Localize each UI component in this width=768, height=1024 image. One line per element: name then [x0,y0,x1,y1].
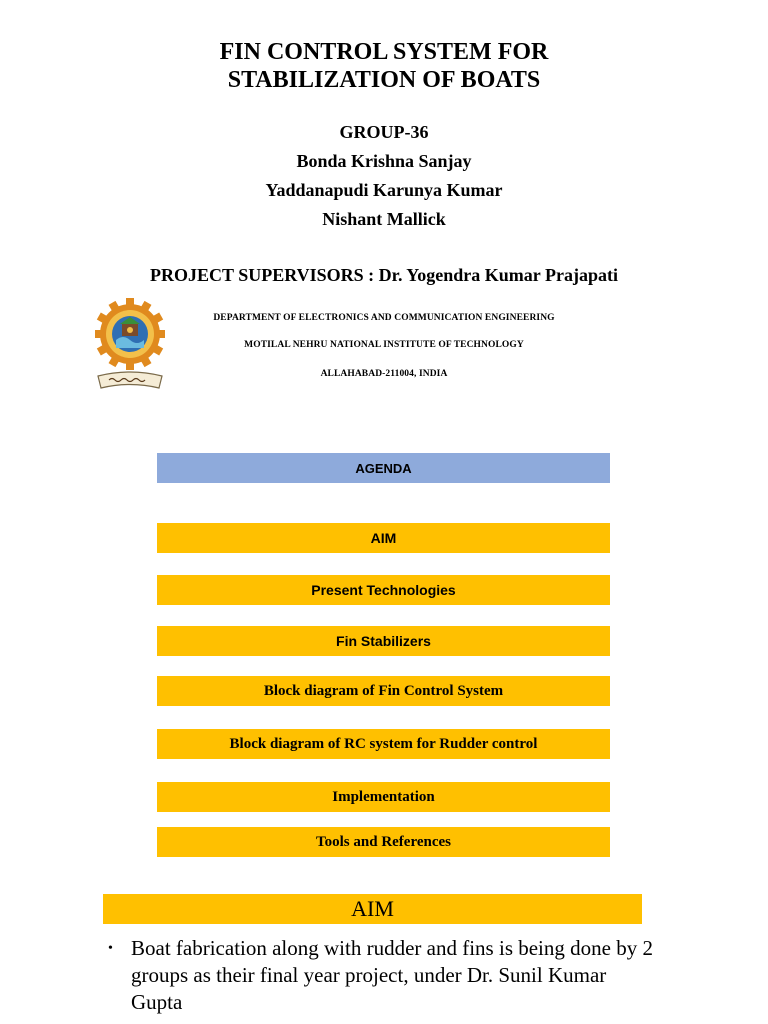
agenda-item-label: Fin Stabilizers [336,633,431,649]
institute-name: MOTILAL NEHRU NATIONAL INSTITUTE OF TECHNOLOGY [244,340,524,350]
aim-section-header [103,894,642,924]
page-title [0,38,768,94]
title-line-2: STABILIZATION OF BOATS [227,67,541,93]
agenda-item-label: AIM [370,530,397,546]
agenda-item-fin-control-block-diagram[interactable] [157,676,610,706]
aim-header-label: AIM [351,896,394,921]
agenda-item-label: Block diagram of RC system for Rudder control [229,735,538,752]
title-line-1: FIN CONTROL SYSTEM FOR [219,39,549,65]
agenda-item-label: Implementation [332,788,435,805]
agenda-item-tools-references[interactable] [157,827,610,857]
agenda-item-label: Block diagram of Fin Control System [263,682,504,699]
project-supervisors: PROJECT SUPERVISORS : Dr. Yogendra Kumar Prajapati [150,265,618,285]
agenda-item-rc-system-block-diagram[interactable] [157,729,610,759]
agenda-item-fin-stabilizers[interactable] [157,626,610,656]
agenda-item-aim[interactable] [157,523,610,553]
member-name: Nishant Mallick [322,209,446,229]
member-name: Bonda Krishna Sanjay [296,151,472,171]
group-block [0,118,768,234]
institute-address: ALLAHABAD-211004, INDIA [320,369,448,379]
group-label: GROUP-36 [339,122,429,142]
bullet-icon: • [108,941,113,956]
agenda-header-label: AGENDA [355,460,412,476]
member-name: Yaddanapudi Karunya Kumar [265,180,503,200]
agenda-header [157,453,610,483]
aim-bullet-text: Boat fabrication along with rudder and fins is being done by 2 groups as their final year project, under Dr. Sunil Kumar Gupta [131,936,653,1014]
agenda-item-present-technologies[interactable] [157,575,610,605]
agenda-item-label: Tools and References [316,833,451,850]
department-name: DEPARTMENT OF ELECTRONICS AND COMMUNICATION ENGINEERING [213,313,555,323]
agenda-item-implementation[interactable] [157,782,610,812]
agenda-item-label: Present Technologies [311,582,456,598]
